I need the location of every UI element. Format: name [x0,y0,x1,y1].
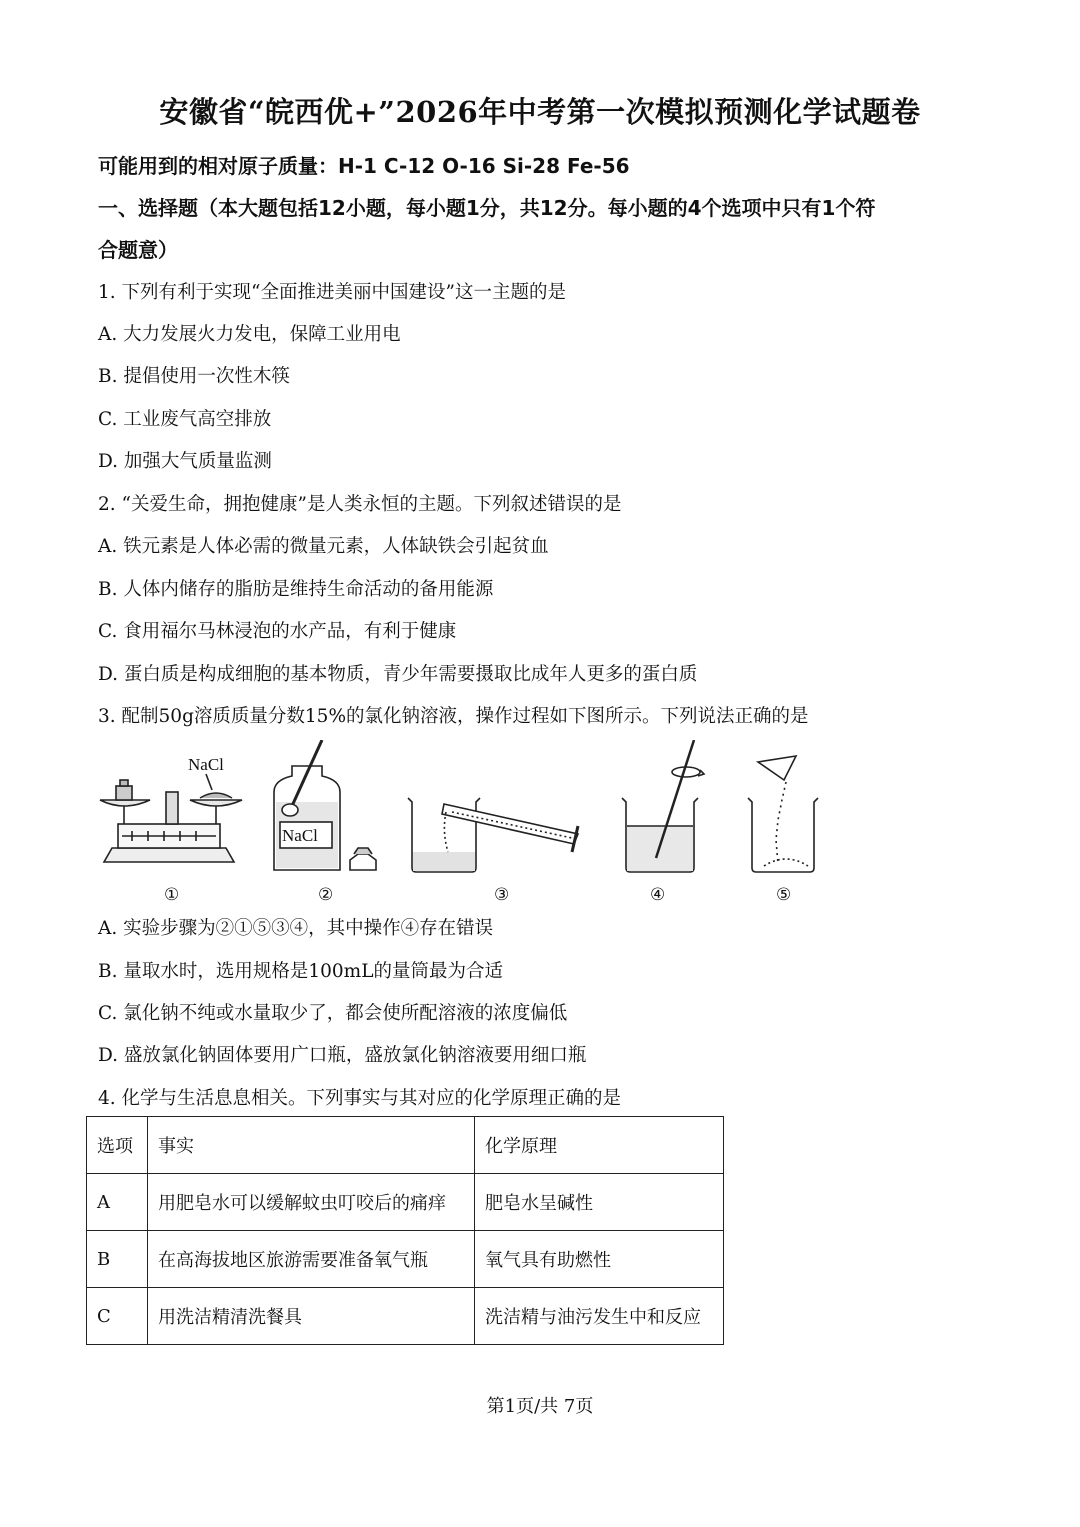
step-label-1: ① [164,885,180,904]
page-title: 安徽省“皖西优+”2026年中考第一次模拟预测化学试题卷 [159,95,921,129]
question-2-option-c: C. 食用福尔马林浸泡的水产品，有利于健康 [98,621,457,642]
question-3-stem: 3. 配制50g溶质质量分数15%的氯化钠溶液，操作过程如下图所示。下列说法正确的是 [98,706,809,727]
section-heading-line1: 一、选择题（本大题包括12小题，每小题1分，共12分。每小题的4个选项中只有1个符 [98,196,876,220]
balance-illustration [100,774,242,862]
step-label-5: ⑤ [776,885,792,904]
table-header-principle: 化学原理 [475,1117,724,1174]
table-cell-fact: 用洗洁精清洗餐具 [148,1288,475,1345]
page-footer: 第1页/共 7页 [486,1396,594,1417]
table-row [87,1231,724,1288]
question-1-stem: 1. 下列有利于实现“全面推进美丽中国建设”这一主题的是 [98,282,566,303]
step-label-3: ③ [494,885,510,904]
question-2-option-a: A. 铁元素是人体必需的微量元素，人体缺铁会引起贫血 [98,536,549,557]
table-cell-fact: 在高海拔地区旅游需要准备氧气瓶 [148,1231,475,1288]
adding-solid-illustration [748,756,818,872]
table-cell-option: B [87,1231,148,1288]
question-3-option-b: B. 量取水时，选用规格是100mL的量筒最为合适 [98,961,503,982]
question-3-option-c: C. 氯化钠不纯或水量取少了，都会使所配溶液的浓度偏低 [98,1003,568,1024]
question-4-stem: 4. 化学与生活息息相关。下列事实与其对应的化学原理正确的是 [98,1088,622,1109]
table-cell-option: C [87,1288,148,1345]
table-row [87,1174,724,1231]
table-cell-option: A [87,1174,148,1231]
step-label-2: ② [318,885,334,904]
jar-label: NaCl [282,826,318,845]
pouring-illustration [408,798,578,872]
question-2-option-b: B. 人体内储存的脂肪是维持生命活动的备用能源 [98,579,494,600]
table-header-option: 选项 [87,1117,148,1174]
section-heading-line2: 合题意） [98,238,178,262]
atomic-masses: 可能用到的相对原子质量：H-1 C-12 O-16 Si-28 Fe-56 [98,154,630,178]
question-3-option-d: D. 盛放氯化钠固体要用广口瓶，盛放氯化钠溶液要用细口瓶 [98,1045,587,1066]
question-1-option-d: D. 加强大气质量监测 [98,451,272,472]
reagent-jar-illustration [274,740,376,870]
stirring-illustration [622,740,704,872]
question-4-table [86,1116,724,1345]
balance-label: NaCl [188,755,224,774]
question-2-stem: 2. “关爱生命，拥抱健康”是人类永恒的主题。下列叙述错误的是 [98,494,622,515]
solution-preparation-figure [96,740,836,910]
table-cell-principle: 肥皂水呈碱性 [475,1174,724,1231]
question-3-option-a: A. 实验步骤为②①⑤③④，其中操作④存在错误 [98,918,494,939]
question-2-option-d: D. 蛋白质是构成细胞的基本物质，青少年需要摄取比成年人更多的蛋白质 [98,664,698,685]
table-header-fact: 事实 [148,1117,475,1174]
table-header-row [87,1117,724,1174]
table-row [87,1288,724,1345]
table-cell-principle: 氧气具有助燃性 [475,1231,724,1288]
question-1-option-c: C. 工业废气高空排放 [98,409,272,430]
table-cell-fact: 用肥皂水可以缓解蚊虫叮咬后的痛痒 [148,1174,475,1231]
table-cell-principle: 洗洁精与油污发生中和反应 [475,1288,724,1345]
question-1-option-b: B. 提倡使用一次性木筷 [98,366,290,387]
step-label-4: ④ [650,885,666,904]
question-1-option-a: A. 大力发展火力发电，保障工业用电 [98,324,401,345]
